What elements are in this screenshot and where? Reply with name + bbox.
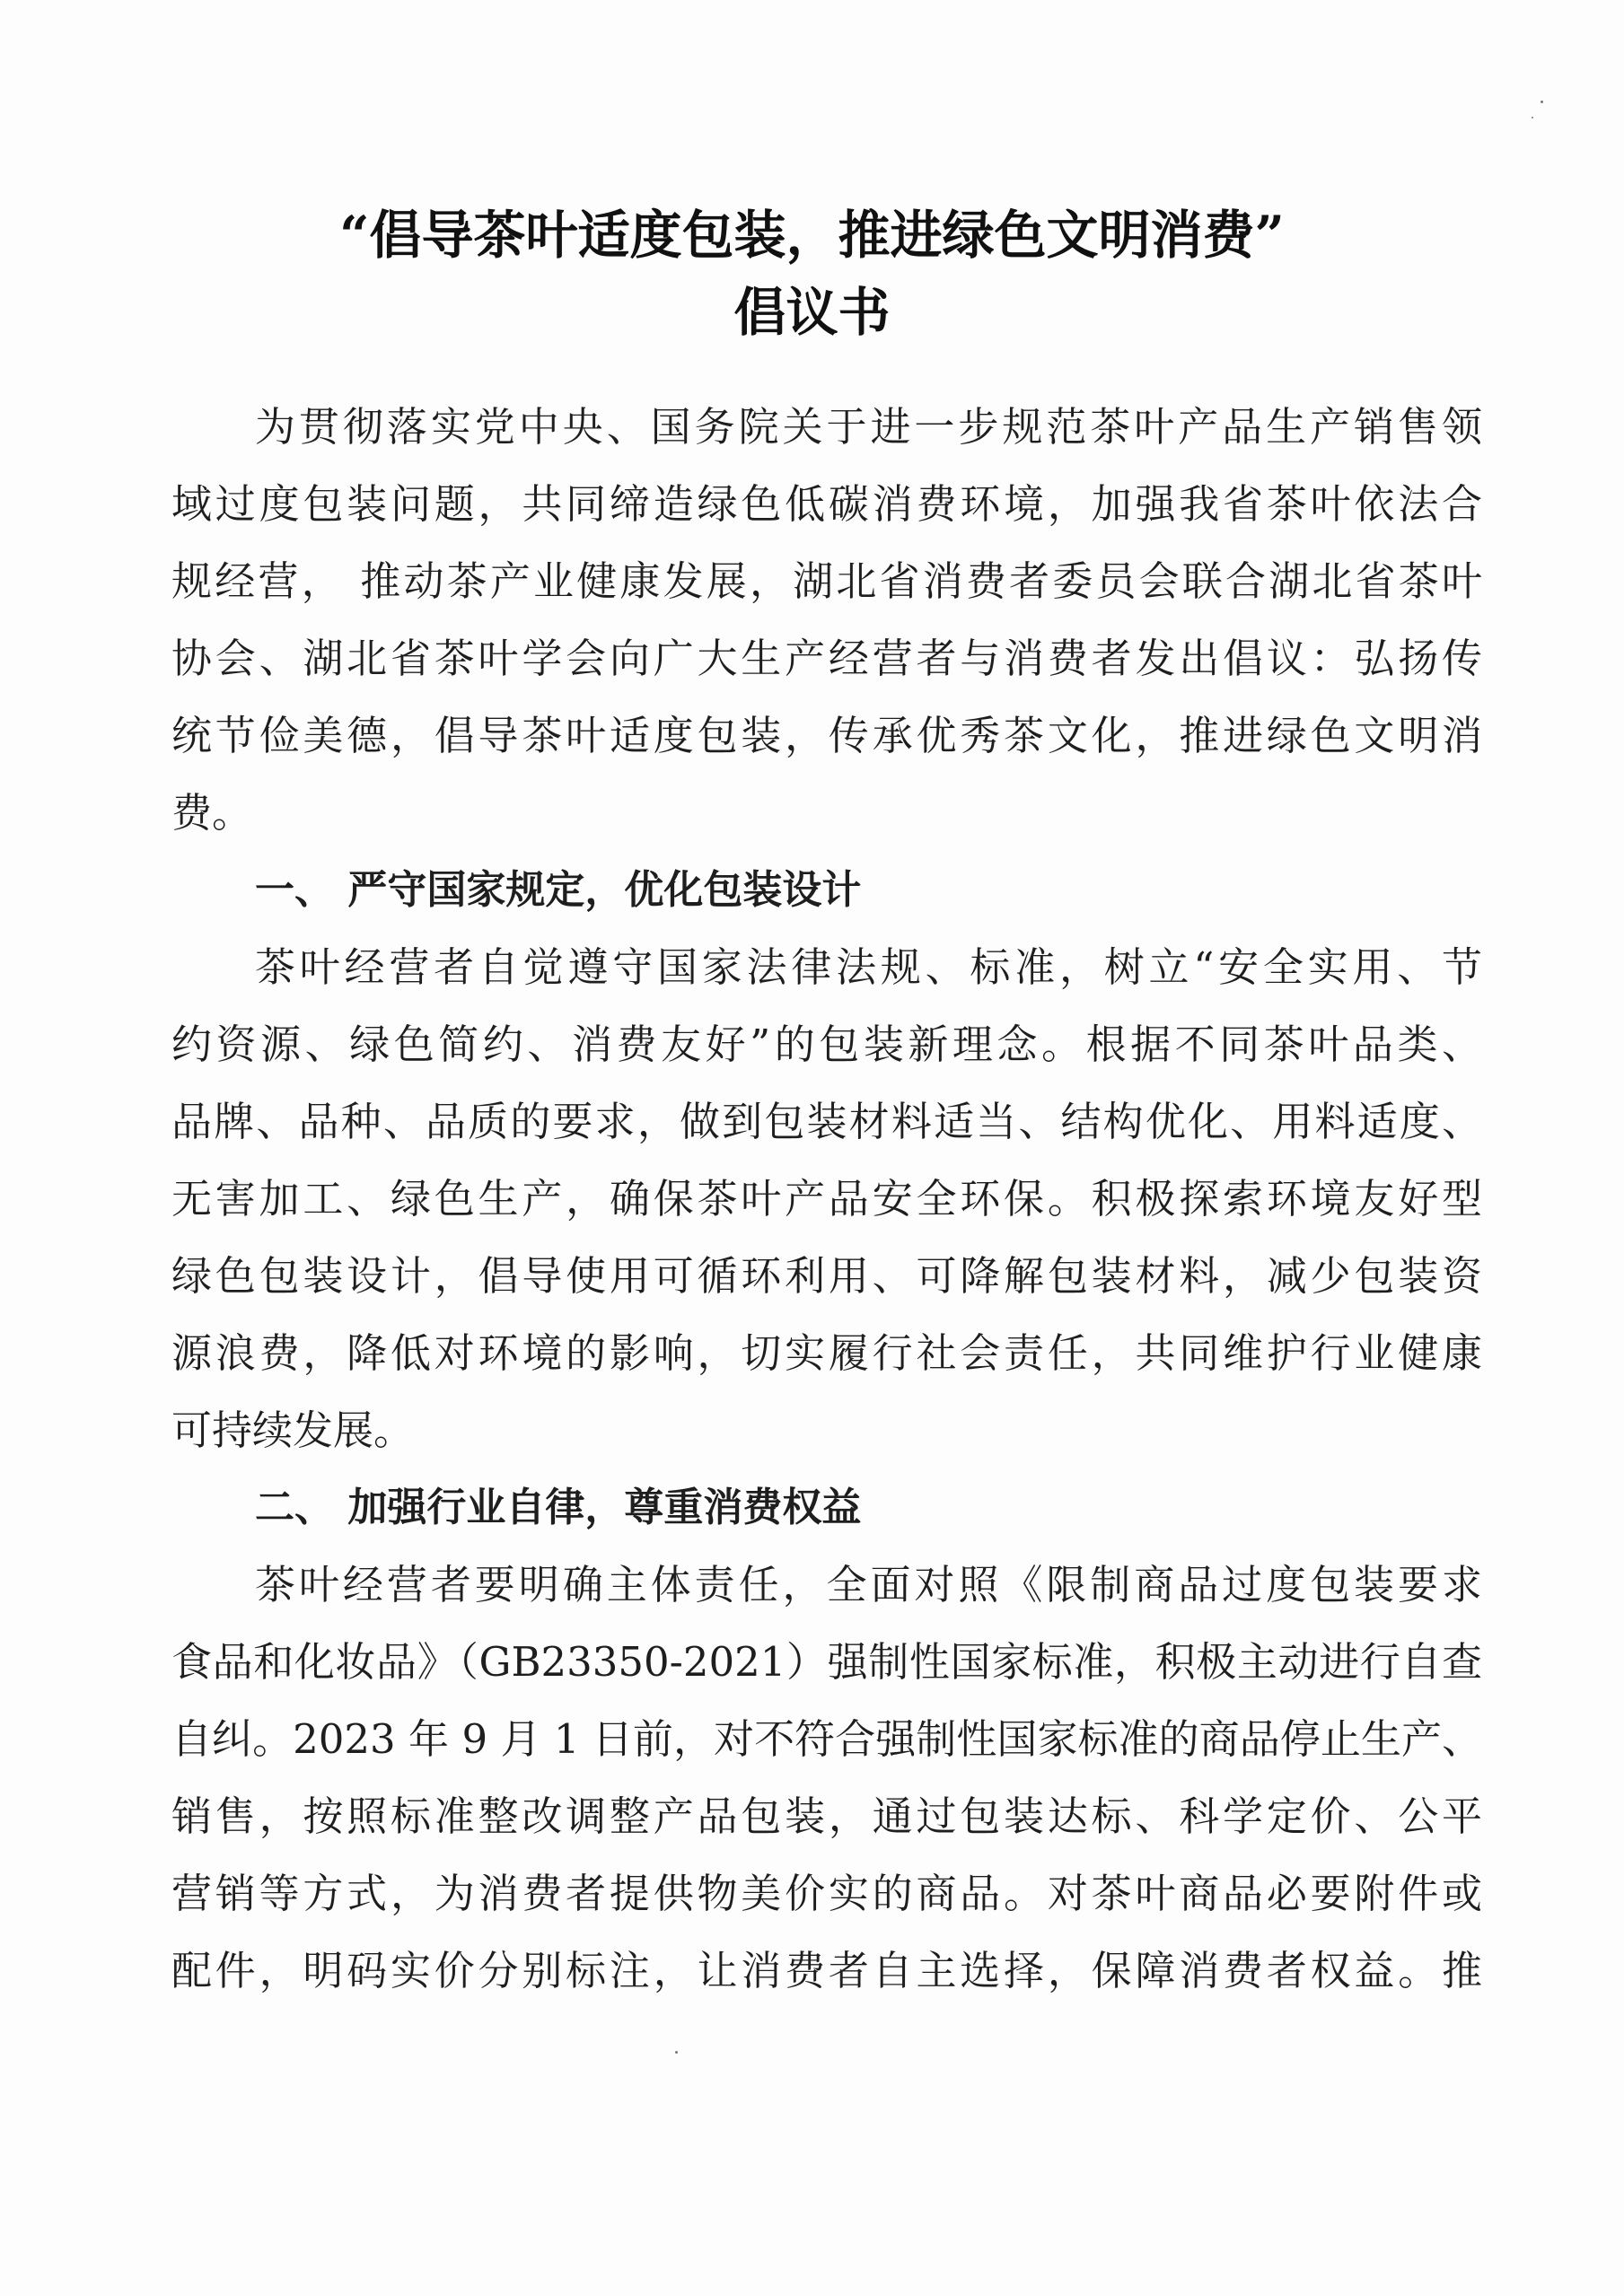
paragraph-2-line: 源浪费，降低对环境的影响，切实履行社会责任，共同维护行业健康 [171, 1329, 1482, 1377]
paragraph-3-line: 配件，明码实价分别标注，让消费者自主选择，保障消费者权益。推 [171, 1947, 1482, 1994]
paragraph-1-line: 统节俭美德，倡导茶叶适度包装，传承优秀茶文化，推进绿色文明消 [171, 712, 1482, 759]
section-heading-1: 一、 严守国家规定，优化包装设计 [255, 867, 862, 913]
paragraph-1-line: 费。 [171, 789, 253, 837]
scan-speck [675, 2051, 678, 2054]
paragraph-3-line: 自纠。2023 年 9 月 1 日前，对不符合强制性国家标准的商品停止生产、 [171, 1715, 1482, 1763]
paragraph-1-line: 为贯彻落实党中央、国务院关于进一步规范茶叶产品生产销售领 [255, 403, 1482, 451]
paragraph-1-line: 规经营， 推动茶产业健康发展，湖北省消费者委员会联合湖北省茶叶 [171, 557, 1482, 605]
document-title-line-2: 倡议书 [733, 282, 891, 343]
paragraph-2-line: 可持续发展。 [171, 1407, 415, 1454]
paragraph-1-line: 协会、湖北省茶叶学会向广大生产经营者与消费者发出倡议：弘扬传 [171, 635, 1482, 682]
paragraph-2-line: 绿色包装设计，倡导使用可循环利用、可降解包装材料，减少包装资 [171, 1252, 1482, 1300]
paragraph-1-line: 域过度包装问题，共同缔造绿色低碳消费环境，加强我省茶叶依法合 [171, 480, 1482, 528]
paragraph-2-line: 无害加工、绿色生产，确保茶叶产品安全环保。积极探索环境友好型 [171, 1175, 1482, 1222]
scan-speck [1532, 117, 1533, 118]
paragraph-2-line: 茶叶经营者自觉遵守国家法律法规、标准，树立“安全实用、节 [255, 943, 1482, 991]
document-body [171, 389, 1482, 2010]
paragraph-3-line: 营销等方式，为消费者提供物美价实的商品。对茶叶商品必要附件或 [171, 1870, 1482, 1917]
document-title-line-1: “倡导茶叶适度包装，推进绿色文明消费” [339, 205, 1285, 266]
paragraph-2-line: 约资源、绿色简约、消费友好”的包装新理念。根据不同茶叶品类、 [171, 1021, 1482, 1068]
paragraph-3-line: 食品和化妆品》（GB23350-2021）强制性国家标准，积极主动进行自查 [171, 1638, 1482, 1686]
paragraph-3-line: 茶叶经营者要明确主体责任，全面对照《限制商品过度包装要求 [255, 1561, 1482, 1608]
paragraph-2-line: 品牌、品种、品质的要求，做到包装材料适当、结构优化、用料适度、 [171, 1098, 1482, 1145]
paragraph-3-line: 销售，按照标准整改调整产品包装，通过包装达标、科学定价、公平 [171, 1792, 1482, 1840]
scan-speck [1541, 101, 1543, 103]
section-heading-2: 二、 加强行业自律，尊重消费权益 [255, 1485, 862, 1530]
